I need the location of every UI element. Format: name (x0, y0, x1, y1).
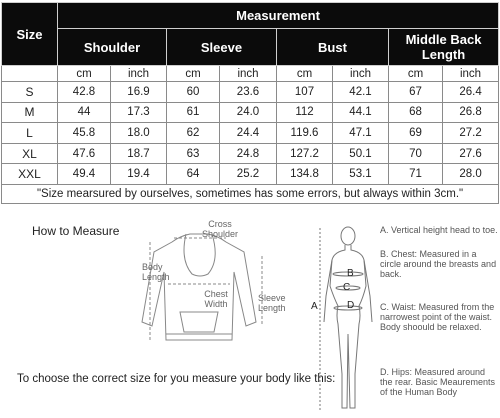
size-cell: S (2, 82, 58, 103)
value-cell: 67 (389, 82, 443, 103)
pocket-outline (180, 312, 218, 332)
legend-item-d: D. Hips: Measured around the rear. Basic Meaurements of the Human Body (380, 367, 496, 397)
value-cell: 25.2 (220, 164, 277, 185)
table-row (2, 123, 499, 144)
legend-item-a: A. Vertical height head to toe. (380, 225, 498, 235)
value-cell: 24.8 (220, 143, 277, 164)
unit-cell: cm (277, 66, 333, 82)
sweater-diagram (0, 212, 310, 372)
value-cell: 42.1 (333, 82, 389, 103)
value-cell: 63 (167, 143, 220, 164)
value-cell: 26.8 (443, 102, 499, 123)
unit-cell: inch (111, 66, 167, 82)
value-cell: 50.1 (333, 143, 389, 164)
value-cell: 61 (167, 102, 220, 123)
middle-back-length-header: Middle Back Length (389, 29, 499, 66)
size-cell: M (2, 102, 58, 123)
value-cell: 17.3 (111, 102, 167, 123)
marker-c: C (343, 282, 351, 293)
size-header: Size (2, 3, 58, 66)
size-cell: L (2, 123, 58, 144)
unit-row (2, 66, 499, 82)
value-cell: 134.8 (277, 164, 333, 185)
value-cell: 42.8 (58, 82, 111, 103)
value-cell: 53.1 (333, 164, 389, 185)
unit-cell: cm (389, 66, 443, 82)
cross-shoulder-label: Cross Shoulder (201, 219, 239, 239)
chest-width-label: Chest Width (204, 289, 228, 309)
table-row (2, 143, 499, 164)
size-cell: XXL (2, 164, 58, 185)
value-cell: 60 (167, 82, 220, 103)
unit-cell: inch (443, 66, 499, 82)
measurement-header: Measurement (58, 3, 499, 29)
value-cell: 49.4 (58, 164, 111, 185)
hood-outline (184, 234, 215, 276)
value-cell: 107 (277, 82, 333, 103)
table-row (2, 82, 499, 103)
value-cell: 44.1 (333, 102, 389, 123)
value-cell: 19.4 (111, 164, 167, 185)
value-cell: 24.0 (220, 102, 277, 123)
table-row (2, 102, 499, 123)
value-cell: 47.1 (333, 123, 389, 144)
value-cell: 64 (167, 164, 220, 185)
size-cell: XL (2, 143, 58, 164)
value-cell: 69 (389, 123, 443, 144)
value-cell: 68 (389, 102, 443, 123)
right-arm-outline (364, 260, 372, 322)
shoulder-header: Shoulder (58, 29, 167, 66)
value-cell: 18.0 (111, 123, 167, 144)
sweater-outline (142, 234, 256, 340)
choose-size-instruction: To choose the correct size for you measure your body like this: (17, 373, 336, 385)
table-row (2, 164, 499, 185)
value-cell: 16.9 (111, 82, 167, 103)
value-cell: 45.8 (58, 123, 111, 144)
marker-b: B (347, 268, 354, 279)
size-note: "Size mearsured by ourselves, sometimes has some errors, but always within 3cm." (2, 184, 499, 203)
value-cell: 127.2 (277, 143, 333, 164)
size-chart-table (1, 2, 499, 204)
sleeve-length-label: Sleeve Length (258, 293, 286, 313)
value-cell: 47.6 (58, 143, 111, 164)
value-cell: 24.4 (220, 123, 277, 144)
marker-d: D (347, 300, 355, 311)
value-cell: 112 (277, 102, 333, 123)
body-figure (312, 224, 380, 414)
unit-cell: cm (58, 66, 111, 82)
value-cell: 71 (389, 164, 443, 185)
unit-cell: cm (167, 66, 220, 82)
head-outline (341, 227, 355, 245)
body-length-label: Body Length (142, 262, 170, 282)
value-cell: 70 (389, 143, 443, 164)
value-cell: 27.6 (443, 143, 499, 164)
unit-cell: inch (333, 66, 389, 82)
value-cell: 44 (58, 102, 111, 123)
value-cell: 27.2 (443, 123, 499, 144)
value-cell: 23.6 (220, 82, 277, 103)
value-cell: 28.0 (443, 164, 499, 185)
legend-item-c: C. Waist: Measured from the narrowest point of the waist. Body shoould be relaxed. (380, 302, 495, 332)
value-cell: 26.4 (443, 82, 499, 103)
left-arm-outline (324, 260, 332, 322)
legend-item-b: B. Chest: Measured in a circle around the breasts and back. (380, 249, 497, 279)
unit-spacer (2, 66, 58, 82)
unit-cell: inch (220, 66, 277, 82)
how-to-measure-title: How to Measure (32, 224, 120, 238)
value-cell: 119.6 (277, 123, 333, 144)
bust-header: Bust (277, 29, 389, 66)
marker-a: A (311, 301, 318, 312)
sleeve-header: Sleeve (167, 29, 277, 66)
value-cell: 18.7 (111, 143, 167, 164)
value-cell: 62 (167, 123, 220, 144)
